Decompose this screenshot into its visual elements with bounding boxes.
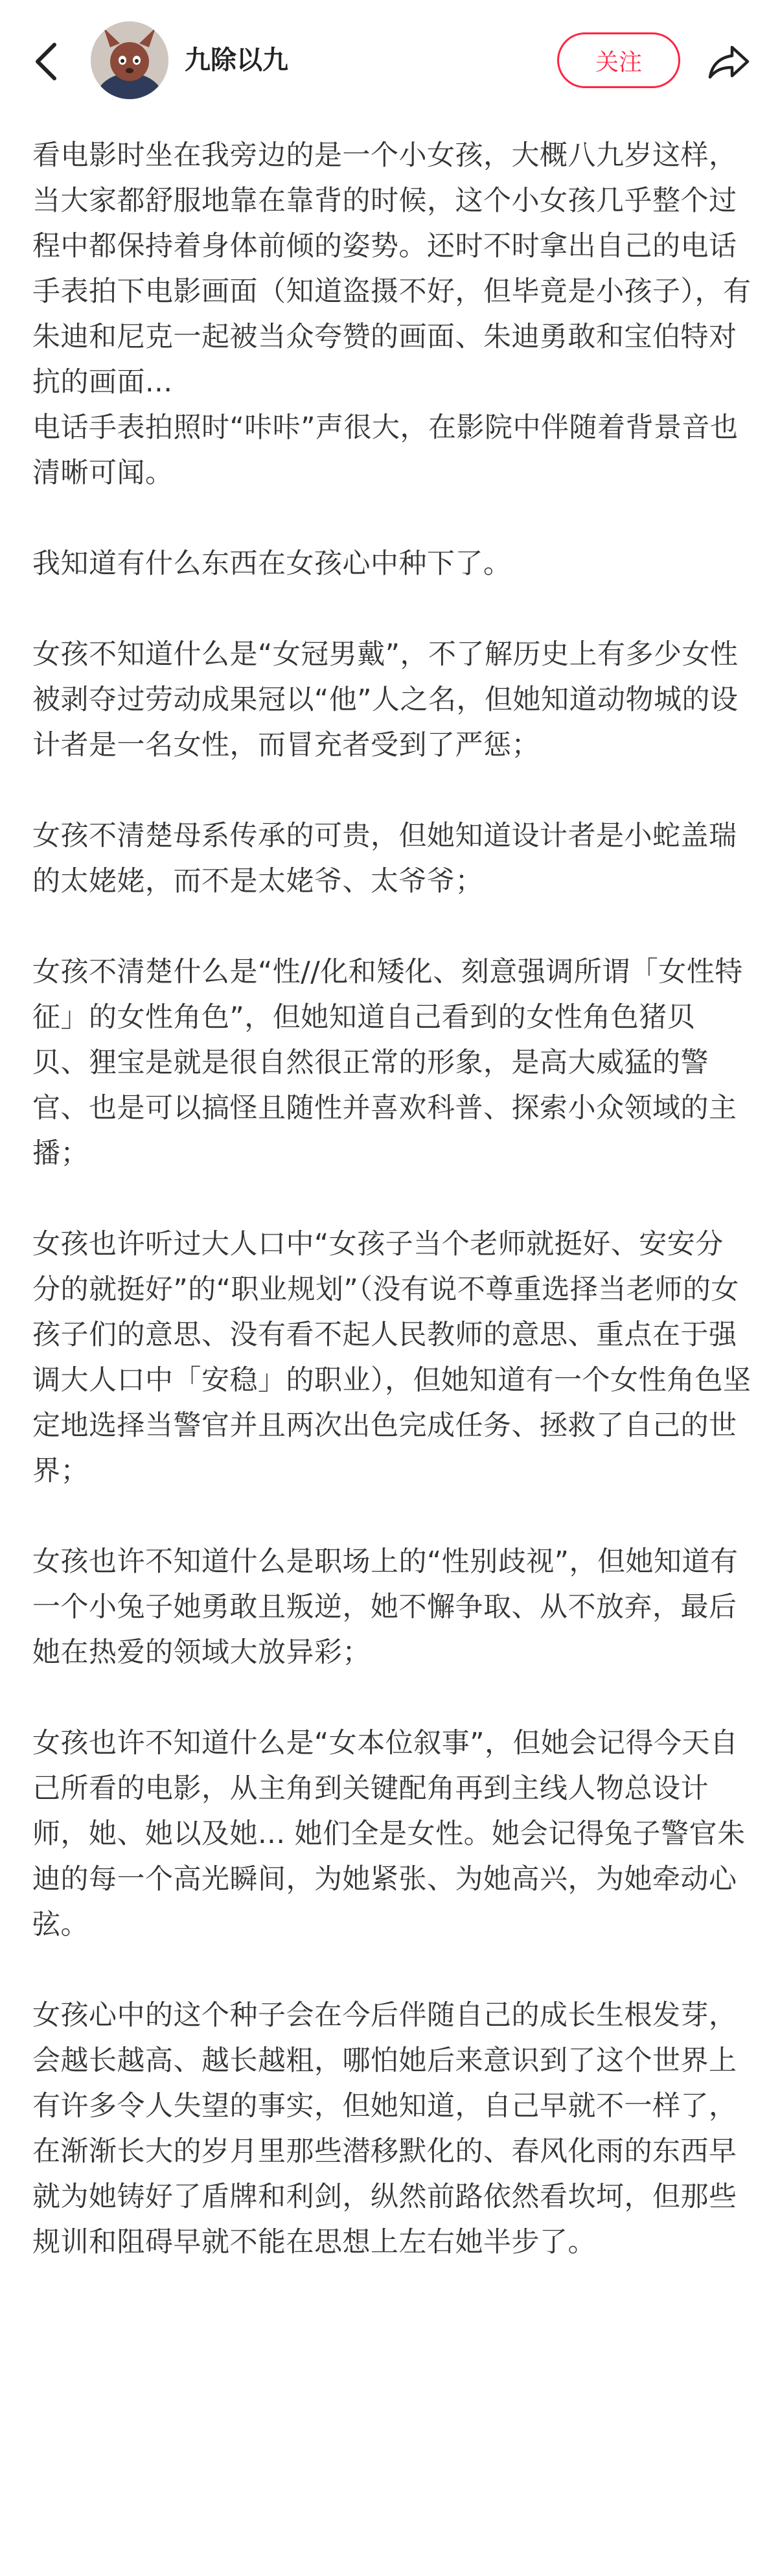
post-paragraph: 女孩心中的这个种子会在今后伴随自己的成长生根发芽，会越长越高、越长越粗，哪怕她后来意识到了这个世界上有许多令人失望的事实，但她知道，自己早就不一样了，在渐渐长大的岁月里那些潜移默化的、春风化雨的东西早就为她铸好了盾牌和利剑，纵然前路依然看坎坷，但那些规训和阻碍早就不能在思想上左右她半步了。	[32, 1999, 737, 2258]
post-paragraph: 女孩不清楚什么是“性//化和矮化、刻意强调所谓「女性特征」的女性角色”，但她知道自己看到的女性角色猪贝贝、狸宝是就是很自然很正常的形象，是高大威猛的警官、也是可以搞怪且随性并喜欢科普、探索小众领域的主播；	[32, 956, 743, 1170]
post-paragraph: 女孩也许不知道什么是职场上的“性别歧视”，但她知道有一个小兔子她勇敢且叛逆，她不懈争取、从不放弃，最后她在热爱的领域大放异彩；	[32, 1546, 739, 1669]
author-avatar[interactable]	[91, 21, 168, 99]
back-button[interactable]	[26, 36, 65, 87]
share-button[interactable]	[703, 36, 755, 87]
post-paragraph: 看电影时坐在我旁边的是一个小女孩，大概八九岁这样，当大家都舒服地靠在靠背的时候，这个小女孩几乎整个过程中都保持着身体前倾的姿势。还时不时拿出自己的电话手表拍下电影画面（知道盗摄不好，但毕竟是小孩子），有朱迪和尼克一起被当众夸赞的画面、朱迪勇敢和宝伯特对抗的画面...	[32, 139, 751, 399]
post-paragraph: 女孩也许不知道什么是“女本位叙事”，但她会记得今天自己所看的电影，从主角到关键配角再到主线人物总设计师，她、她以及她... 她们全是女性。她会记得兔子警官朱迪的每一个高光瞬间，为她紧张、为她高兴，为她牵动心弦。	[32, 1727, 746, 1941]
avatar-image-icon	[91, 21, 168, 99]
post-paragraph: 女孩不知道什么是“女冠男戴”，不了解历史上有多少女性被剥夺过劳动成果冠以“他”人之名，但她知道动物城的设计者是一名女性，而冒充者受到了严惩；	[32, 638, 739, 761]
post-paragraph: 我知道有什么东西在女孩心中种下了。	[32, 548, 512, 580]
post-paragraph: 女孩不清楚母系传承的可贵，但她知道设计者是小蛇盖瑞的太姥姥，而不是太姥爷、太爷爷；	[32, 820, 737, 898]
post-paragraph: 女孩也许听过大人口中“女孩子当个老师就挺好、安安分分的就挺好”的“职业规划”（没有说不尊重选择当老师的女孩子们的意思、没有看不起人民教师的意思、重点在于强调大人口中「安稳」的职业），但她知道有一个女性角色坚定地选择当警官并且两次出色完成任务、拯救了自己的世界；	[32, 1228, 751, 1487]
post-body	[32, 133, 751, 2310]
post-paragraph: 电话手表拍照时“咔咔”声很大，在影院中伴随着背景音也清晰可闻。	[32, 412, 739, 489]
top-navigation-bar	[0, 0, 780, 123]
follow-button[interactable]: 关注	[557, 32, 680, 88]
share-arrow-icon	[707, 43, 750, 80]
chevron-left-icon	[32, 41, 58, 82]
author-name[interactable]: 九除以九	[185, 45, 288, 75]
